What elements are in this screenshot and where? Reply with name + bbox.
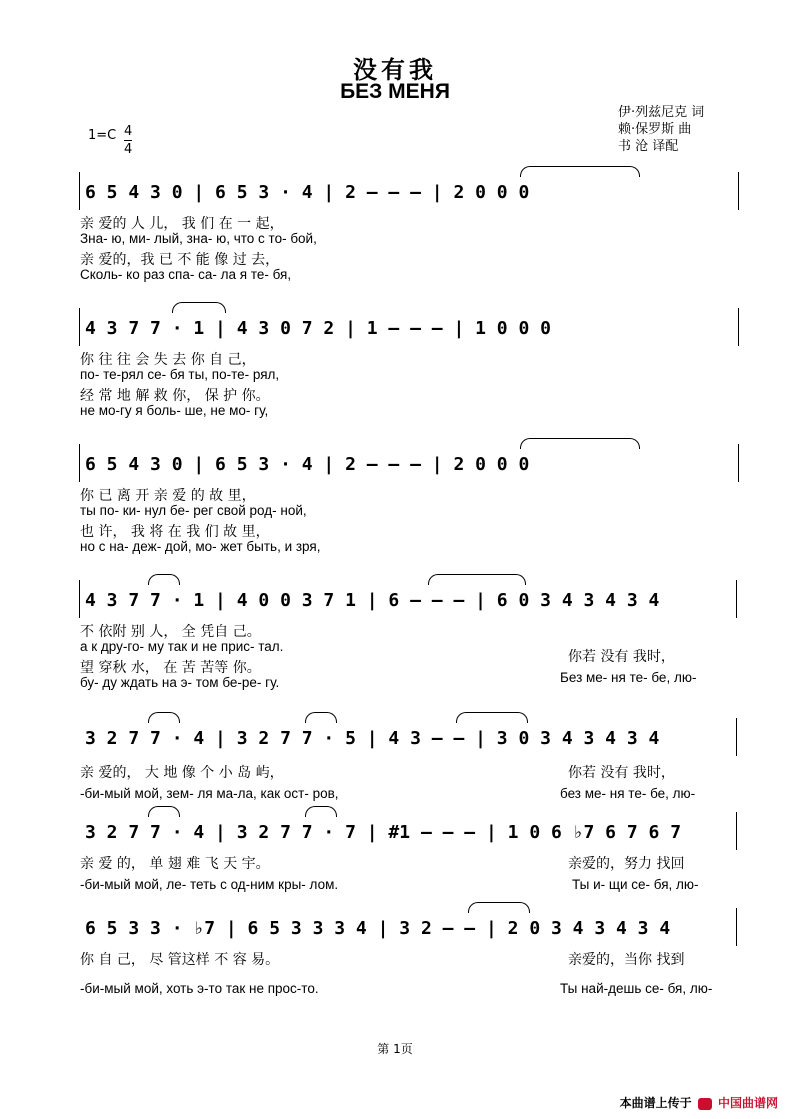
tie-mark [305, 712, 337, 723]
barline [736, 908, 737, 946]
barline [738, 172, 739, 210]
tie-mark [305, 806, 337, 817]
lyric-line: 亲 爱的， 大 地 像 个 小 岛 屿， [80, 765, 284, 781]
notation-text: 3 2 7 7 · 4 | 3 2 7 7 · 7 | #1 – – – | 1 0 6 ♭7 6 7 6 7 [85, 822, 682, 843]
barline [738, 444, 739, 482]
lyric-line: 不 依附 别 人， 全 凭自 己。 [80, 624, 261, 640]
lyric-line: но с на- деж- дой, мо- жет быть, и зря, [80, 539, 321, 554]
barline [79, 308, 80, 346]
notation-text: 6 5 3 3 · ♭7 | 6 5 3 3 3 4 | 3 2 – – | 2 0 3 4 3 4 3 4 [85, 918, 671, 939]
lyric-line: 你 自 己， 尽 管这样 不 容 易。 [80, 952, 280, 968]
side-lyric: Ты и- щи се- бя, лю- [572, 877, 699, 892]
lyric-line: а к дру-го- му так и не прис- тал. [80, 639, 284, 654]
notation-text: 4 3 7 7 · 1 | 4 3 0 7 2 | 1 – – – | 1 0 0 0 [85, 318, 551, 339]
lyric-line: ты по- ки- нул бе- рег свой род- ной, [80, 503, 307, 518]
side-lyric: 亲爱的，当你 找到 [568, 952, 685, 968]
tie-mark [456, 712, 528, 723]
lyric-line: Зна- ю, ми- лый, зна- ю, что с то- бой, [80, 231, 317, 246]
tie-mark [148, 712, 180, 723]
side-lyric: Без ме- ня те- бе, лю- [560, 670, 697, 685]
lyric-line: Сколь- ко раз спа- са- ла я те- бя, [80, 267, 292, 282]
song-title-russian: БЕЗ МЕНЯ [340, 80, 450, 103]
lyric-line: бу- ду ждать на э- том бе-ре- гу. [80, 675, 280, 690]
site-logo-text: 中国曲谱网 [717, 1096, 778, 1110]
notation-text: 6 5 4 3 0 | 6 5 3 · 4 | 2 – – – | 2 0 0 0 [85, 182, 530, 203]
tie-mark [148, 806, 180, 817]
barline [79, 580, 80, 618]
song-title-chinese: 没有我 [353, 56, 437, 84]
lyric-line: 经 常 地 解 救 你， 保 护 你。 [80, 388, 270, 404]
lyricist-credit: 伊·列兹尼克 词 [618, 105, 705, 120]
time-signature [124, 123, 132, 158]
lyric-line: 也 许， 我 将 在 我 们 故 里， [80, 524, 270, 540]
lyric-line: -би-мый мой, хоть э-то так не прос-то. [80, 981, 319, 996]
barline [736, 580, 737, 618]
lyric-line: 亲 爱 的， 单 翅 难 飞 天 宇。 [80, 856, 270, 872]
notation-line [0, 726, 790, 756]
lyric-line: -би-мый мой, зем- ля ма-ла, как ост- ров, [80, 786, 339, 801]
lyric-line: 望 穿秋 水， 在 苦 苦等 你。 [80, 660, 261, 676]
lyric-line: 亲 爱的，我 已 不 能 像 过 去， [80, 252, 280, 268]
lyric-line: 亲 爱的 人 儿， 我 们 在 一 起， [80, 216, 284, 232]
tie-mark [148, 574, 180, 585]
barline [736, 718, 737, 756]
translator-credit: 书 沧 译配 [618, 139, 679, 154]
lyric-line: по- те-рял се- бя ты, по-те- рял, [80, 367, 280, 382]
notation-line [0, 180, 790, 210]
barline [79, 444, 80, 482]
barline [79, 172, 80, 210]
side-lyric: 你若 没有 我时， [568, 649, 675, 665]
composer-credit: 赖·保罗斯 曲 [618, 122, 692, 137]
tie-mark [428, 574, 526, 585]
notation-text: 4 3 7 7 · 1 | 4 0 0 3 7 1 | 6 – – – | 6 0 3 4 3 4 3 4 [85, 590, 660, 611]
site-logo-icon [698, 1098, 712, 1110]
lyric-line: 你 往 往 会 失 去 你 自 己， [80, 352, 256, 368]
tie-mark [520, 438, 640, 449]
notation-line [0, 916, 790, 946]
notation-line [0, 452, 790, 482]
lyric-line: 你 已 离 开 亲 爱 的 故 里， [80, 488, 256, 504]
side-lyric: 你若 没有 我时， [568, 765, 675, 781]
notation-line [0, 820, 790, 850]
lyric-line: не мо-гу я боль- ше, не мо- гу, [80, 403, 269, 418]
notation-text: 3 2 7 7 · 4 | 3 2 7 7 · 5 | 4 3 – – | 3 0 3 4 3 4 3 4 [85, 728, 660, 749]
footer-text: 本曲谱上传于 [619, 1096, 692, 1110]
tie-mark [520, 166, 640, 177]
barline [736, 812, 737, 850]
side-lyric: 亲爱的，努力 找回 [568, 856, 685, 872]
lyric-line: -би-мый мой, ле- теть с од-ним кры- лом. [80, 877, 339, 892]
notation-text: 6 5 4 3 0 | 6 5 3 · 4 | 2 – – – | 2 0 0 0 [85, 454, 530, 475]
meter-top: 4 [124, 124, 133, 139]
notation-line [0, 588, 790, 618]
meter-bottom: 4 [124, 142, 133, 157]
key-signature: 1=C [88, 128, 117, 143]
tie-mark [172, 302, 226, 313]
notation-line [0, 316, 790, 346]
page-number: 第 1页 [377, 1042, 413, 1056]
side-lyric: Ты най-дешь се- бя, лю- [560, 981, 713, 996]
side-lyric: без ме- ня те- бе, лю- [560, 786, 696, 801]
upload-footer [620, 1094, 778, 1111]
tie-mark [468, 902, 530, 913]
barline [738, 308, 739, 346]
